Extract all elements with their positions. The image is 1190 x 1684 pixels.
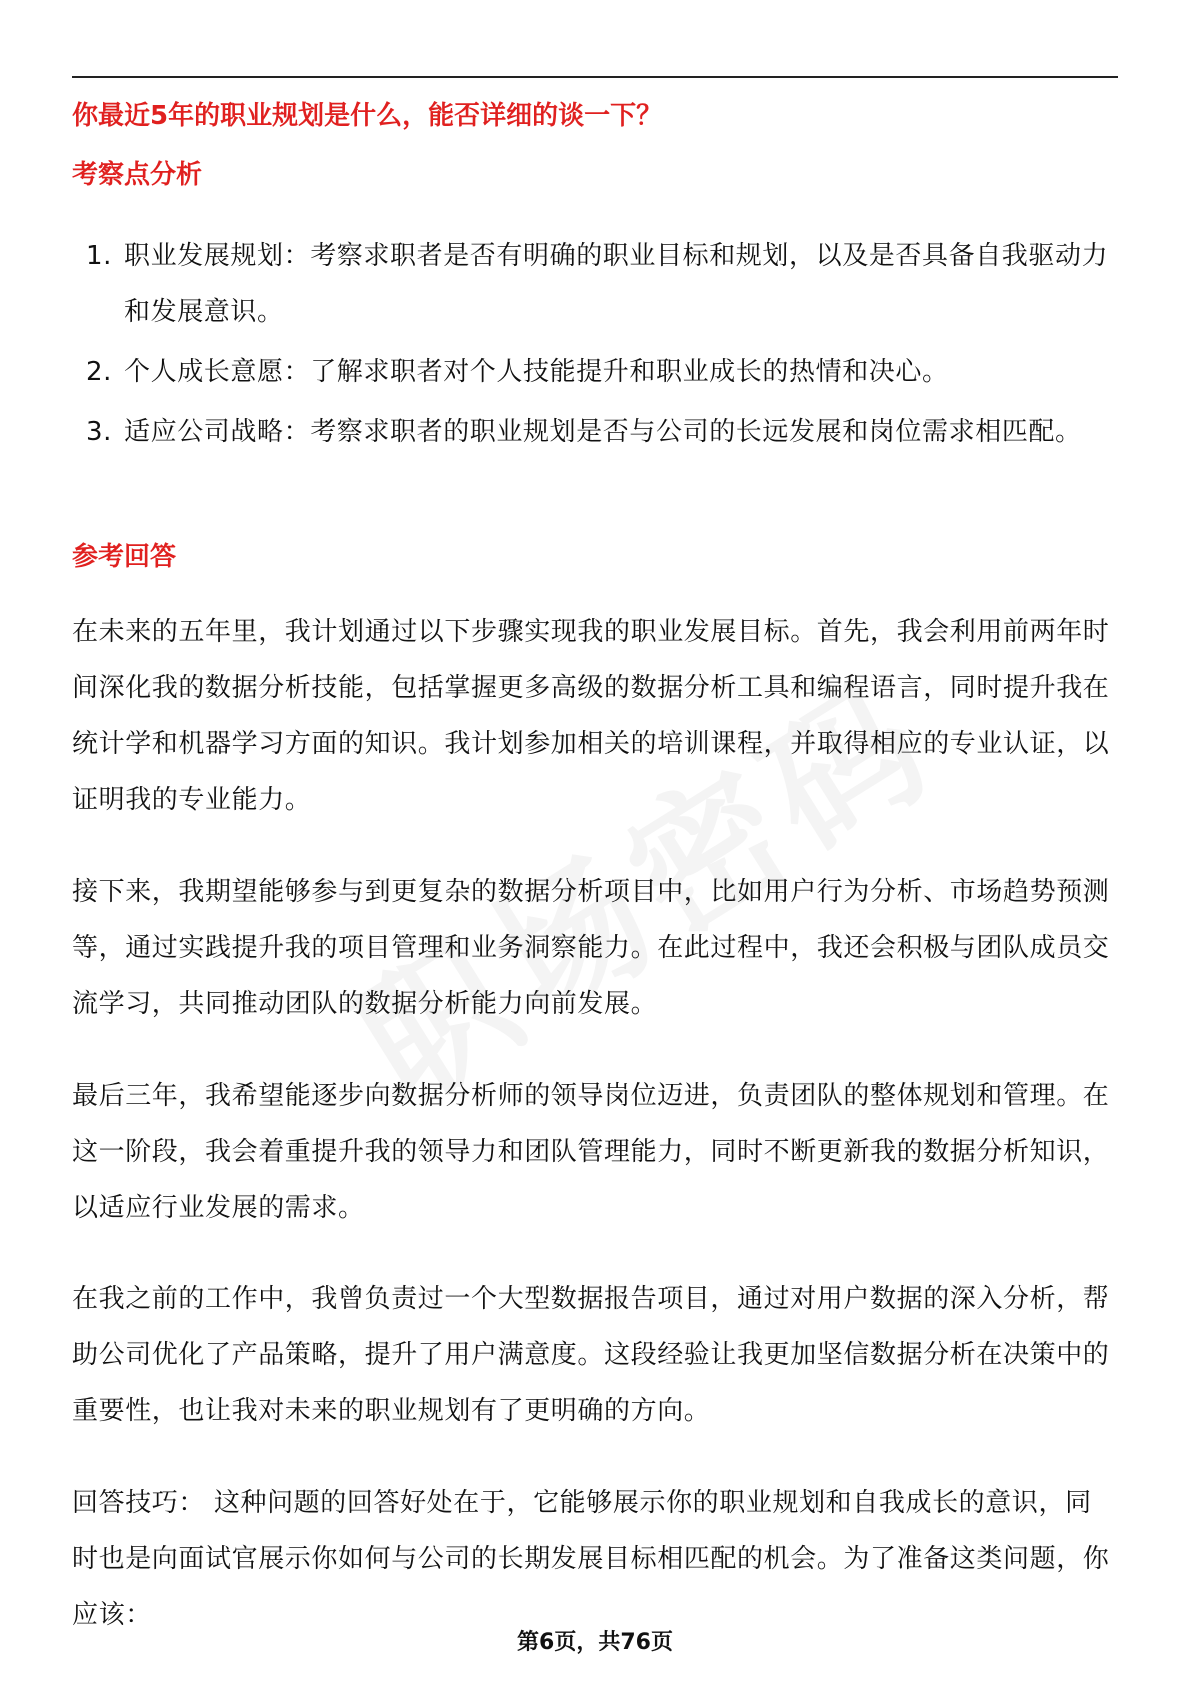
answer-paragraph: 最后三年，我希望能逐步向数据分析师的领导岗位迈进，负责团队的整体规划和管理。在这一阶段，我会着重提升我的领导力和团队管理能力，同时不断更新我的数据分析知识，以适应行业发展的需求。 (72, 1081, 1110, 1223)
analysis-point (72, 344, 1118, 400)
answer-paragraph: 在我之前的工作中，我曾负责过一个大型数据报告项目，通过对用户数据的深入分析，帮助公司优化了产品策略，提升了用户满意度。这段经验让我更加坚信数据分析在决策中的重要性，也让我对未来的职业规划有了更明确的方向。 (72, 1284, 1110, 1426)
point-number: 3. (86, 417, 113, 447)
point-text: 适应公司战略：考察求职者的职业规划是否与公司的长远发展和岗位需求相匹配。 (124, 417, 1082, 447)
analysis-heading: 考察点分析 (72, 160, 203, 190)
question-title: 你最近5年的职业规划是什么，能否详细的谈一下？ (72, 101, 663, 131)
point-number: 2. (86, 357, 113, 387)
point-number: 1. (86, 241, 113, 271)
page-number: 第6页，共76页 (517, 1630, 673, 1655)
answer-heading: 参考回答 (72, 542, 177, 572)
analysis-point (72, 228, 1118, 340)
point-text: 职业发展规划：考察求职者是否有明确的职业目标和规划，以及是否具备自我驱动力和发展意识。 (124, 241, 1109, 327)
point-text: 个人成长意愿：了解求职者对个人技能提升和职业成长的热情和决心。 (124, 357, 949, 387)
tips-paragraph: 回答技巧： 这种问题的回答好处在于，它能够展示你的职业规划和自我成长的意识，同时也是向面试官展示你如何与公司的长期发展目标相匹配的机会。为了准备这类问题，你应该： (72, 1488, 1110, 1630)
analysis-points-list (72, 228, 1118, 464)
analysis-point (72, 404, 1118, 460)
answer-paragraph: 接下来，我期望能够参与到更复杂的数据分析项目中，比如用户行为分析、市场趋势预测等，通过实践提升我的项目管理和业务洞察能力。在此过程中，我还会积极与团队成员交流学习，共同推动团队的数据分析能力向前发展。 (72, 877, 1110, 1019)
header-rule (72, 76, 1118, 78)
answer-paragraph: 在未来的五年里，我计划通过以下步骤实现我的职业发展目标。首先，我会利用前两年时间深化我的数据分析技能，包括掌握更多高级的数据分析工具和编程语言，同时提升我在统计学和机器学习方面的知识。我计划参加相关的培训课程，并取得相应的专业认证，以证明我的专业能力。 (72, 617, 1110, 815)
